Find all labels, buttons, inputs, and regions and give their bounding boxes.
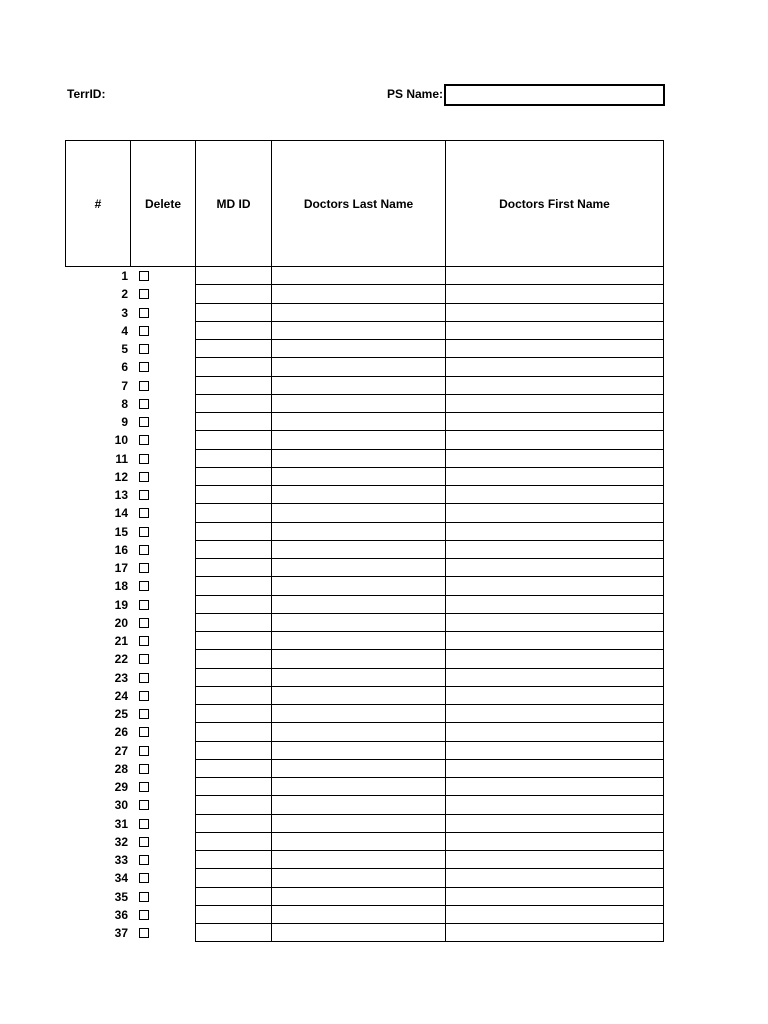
last-name-cell[interactable]	[271, 559, 446, 577]
table-row	[0, 705, 768, 723]
last-name-cell[interactable]	[271, 541, 446, 559]
md-id-cell[interactable]	[195, 851, 272, 869]
column-header-first-name: Doctors First Name	[445, 140, 664, 267]
table-row	[0, 577, 768, 595]
delete-checkbox[interactable]	[139, 800, 149, 810]
terr-id-label: TerrID:	[67, 87, 106, 101]
table-row	[0, 815, 768, 833]
table-row	[0, 924, 768, 942]
md-id-cell[interactable]	[195, 778, 272, 796]
delete-checkbox[interactable]	[139, 873, 149, 883]
first-name-cell[interactable]	[445, 267, 664, 285]
md-id-cell[interactable]	[195, 541, 272, 559]
row-number: 24	[114, 688, 128, 703]
last-name-cell[interactable]	[271, 888, 446, 906]
first-name-cell[interactable]	[445, 523, 664, 541]
delete-checkbox[interactable]	[139, 654, 149, 664]
last-name-cell[interactable]	[271, 486, 446, 504]
first-name-cell[interactable]	[445, 541, 664, 559]
md-id-cell[interactable]	[195, 450, 272, 468]
delete-checkbox[interactable]	[139, 435, 149, 445]
table-row	[0, 468, 768, 486]
row-number: 12	[114, 469, 128, 484]
table-row	[0, 523, 768, 541]
table-row	[0, 504, 768, 522]
md-id-cell[interactable]	[195, 869, 272, 887]
first-name-cell[interactable]	[445, 450, 664, 468]
md-id-cell[interactable]	[195, 596, 272, 614]
delete-checkbox[interactable]	[139, 563, 149, 573]
md-id-cell[interactable]	[195, 705, 272, 723]
first-name-cell[interactable]	[445, 815, 664, 833]
table-row	[0, 413, 768, 431]
last-name-cell[interactable]	[271, 304, 446, 322]
md-id-cell[interactable]	[195, 796, 272, 814]
row-number: 2	[121, 287, 128, 302]
row-number: 28	[114, 761, 128, 776]
last-name-cell[interactable]	[271, 851, 446, 869]
first-name-cell[interactable]	[445, 669, 664, 687]
last-name-cell[interactable]	[271, 650, 446, 668]
md-id-cell[interactable]	[195, 468, 272, 486]
last-name-cell[interactable]	[271, 869, 446, 887]
delete-checkbox[interactable]	[139, 691, 149, 701]
first-name-cell[interactable]	[445, 304, 664, 322]
row-number: 16	[114, 542, 128, 557]
delete-checkbox[interactable]	[139, 600, 149, 610]
first-name-cell[interactable]	[445, 778, 664, 796]
md-id-cell[interactable]	[195, 523, 272, 541]
delete-checkbox[interactable]	[139, 289, 149, 299]
row-number: 25	[114, 707, 128, 721]
delete-checkbox[interactable]	[139, 709, 149, 719]
last-name-cell[interactable]	[271, 577, 446, 595]
table-row	[0, 285, 768, 303]
md-id-cell[interactable]	[195, 559, 272, 577]
last-name-cell[interactable]	[271, 669, 446, 687]
md-id-cell[interactable]	[195, 285, 272, 303]
last-name-cell[interactable]	[271, 504, 446, 522]
row-number: 18	[114, 579, 128, 594]
row-number: 35	[114, 889, 128, 904]
table-row	[0, 742, 768, 760]
first-name-cell[interactable]	[445, 851, 664, 869]
md-id-cell[interactable]	[195, 906, 272, 924]
column-header-md-id: MD ID	[195, 140, 272, 267]
delete-checkbox[interactable]	[139, 819, 149, 829]
table-row	[0, 486, 768, 504]
first-name-cell[interactable]	[445, 924, 664, 942]
first-name-cell[interactable]	[445, 614, 664, 632]
md-id-cell[interactable]	[195, 267, 272, 285]
row-number: 30	[114, 798, 128, 813]
md-id-cell[interactable]	[195, 650, 272, 668]
row-number: 6	[121, 360, 128, 375]
first-name-cell[interactable]	[445, 285, 664, 303]
first-name-cell[interactable]	[445, 596, 664, 614]
md-id-cell[interactable]	[195, 924, 272, 942]
row-number: 1	[121, 269, 128, 283]
table-row	[0, 760, 768, 778]
delete-checkbox[interactable]	[139, 581, 149, 591]
table-row	[0, 723, 768, 741]
table-row	[0, 906, 768, 924]
last-name-cell[interactable]	[271, 340, 446, 358]
md-id-cell[interactable]	[195, 304, 272, 322]
delete-checkbox[interactable]	[139, 782, 149, 792]
delete-checkbox[interactable]	[139, 417, 149, 427]
first-name-cell[interactable]	[445, 395, 664, 413]
row-number: 32	[114, 834, 128, 849]
last-name-cell[interactable]	[271, 815, 446, 833]
last-name-cell[interactable]	[271, 358, 446, 376]
delete-checkbox[interactable]	[139, 362, 149, 372]
row-number: 11	[115, 451, 128, 466]
md-id-cell[interactable]	[195, 833, 272, 851]
table-row	[0, 869, 768, 887]
first-name-cell[interactable]	[445, 577, 664, 595]
delete-checkbox[interactable]	[139, 399, 149, 409]
table-row	[0, 833, 768, 851]
md-id-cell[interactable]	[195, 614, 272, 632]
row-number: 7	[121, 378, 128, 393]
first-name-cell[interactable]	[445, 723, 664, 741]
md-id-cell[interactable]	[195, 687, 272, 705]
delete-checkbox[interactable]	[139, 746, 149, 756]
table-row	[0, 596, 768, 614]
row-number: 22	[114, 652, 128, 667]
md-id-cell[interactable]	[195, 669, 272, 687]
md-id-cell[interactable]	[195, 577, 272, 595]
column-header-last-name: Doctors Last Name	[271, 140, 446, 267]
row-number: 29	[114, 780, 128, 794]
delete-checkbox[interactable]	[139, 618, 149, 628]
column-header-delete: Delete	[130, 140, 196, 267]
table-row	[0, 322, 768, 340]
last-name-cell[interactable]	[271, 431, 446, 449]
row-number: 26	[114, 725, 128, 740]
row-number: 37	[114, 926, 128, 940]
row-number: 20	[114, 615, 128, 630]
first-name-cell[interactable]	[445, 833, 664, 851]
last-name-cell[interactable]	[271, 906, 446, 924]
first-name-cell[interactable]	[445, 796, 664, 814]
row-number: 14	[114, 506, 128, 521]
last-name-cell[interactable]	[271, 760, 446, 778]
table-row	[0, 778, 768, 796]
table-row	[0, 304, 768, 322]
row-number: 8	[121, 396, 128, 411]
ps-name-field[interactable]	[444, 84, 665, 106]
table-row	[0, 851, 768, 869]
first-name-cell[interactable]	[445, 760, 664, 778]
row-number: 15	[114, 524, 128, 539]
md-id-cell[interactable]	[195, 742, 272, 760]
table-row	[0, 340, 768, 358]
md-id-cell[interactable]	[195, 413, 272, 431]
md-id-cell[interactable]	[195, 358, 272, 376]
first-name-cell[interactable]	[445, 431, 664, 449]
last-name-cell[interactable]	[271, 796, 446, 814]
last-name-cell[interactable]	[271, 322, 446, 340]
row-number: 23	[114, 670, 128, 685]
table-row	[0, 669, 768, 687]
row-number: 4	[121, 323, 128, 338]
delete-checkbox[interactable]	[139, 673, 149, 683]
table-row	[0, 687, 768, 705]
row-number: 5	[121, 342, 128, 356]
first-name-cell[interactable]	[445, 468, 664, 486]
md-id-cell[interactable]	[195, 504, 272, 522]
md-id-cell[interactable]	[195, 322, 272, 340]
first-name-cell[interactable]	[445, 413, 664, 431]
first-name-cell[interactable]	[445, 377, 664, 395]
row-number: 3	[121, 305, 128, 320]
delete-checkbox[interactable]	[139, 545, 149, 555]
last-name-cell[interactable]	[271, 523, 446, 541]
table-row	[0, 450, 768, 468]
last-name-cell[interactable]	[271, 450, 446, 468]
table-row	[0, 559, 768, 577]
table-row	[0, 632, 768, 650]
delete-checkbox[interactable]	[139, 454, 149, 464]
delete-checkbox[interactable]	[139, 910, 149, 920]
md-id-cell[interactable]	[195, 377, 272, 395]
md-id-cell[interactable]	[195, 815, 272, 833]
last-name-cell[interactable]	[271, 723, 446, 741]
first-name-cell[interactable]	[445, 486, 664, 504]
last-name-cell[interactable]	[271, 705, 446, 723]
first-name-cell[interactable]	[445, 504, 664, 522]
md-id-cell[interactable]	[195, 395, 272, 413]
last-name-cell[interactable]	[271, 468, 446, 486]
delete-checkbox[interactable]	[139, 326, 149, 336]
row-number: 10	[114, 433, 128, 448]
delete-checkbox[interactable]	[139, 527, 149, 537]
first-name-cell[interactable]	[445, 888, 664, 906]
row-number: 21	[114, 634, 128, 648]
first-name-cell[interactable]	[445, 358, 664, 376]
row-number: 33	[114, 853, 128, 867]
delete-checkbox[interactable]	[139, 381, 149, 391]
first-name-cell[interactable]	[445, 632, 664, 650]
first-name-cell[interactable]	[445, 650, 664, 668]
first-name-cell[interactable]	[445, 742, 664, 760]
table-row	[0, 377, 768, 395]
delete-checkbox[interactable]	[139, 727, 149, 737]
delete-checkbox[interactable]	[139, 928, 149, 938]
row-number: 9	[121, 415, 128, 429]
md-id-cell[interactable]	[195, 888, 272, 906]
table-row	[0, 267, 768, 285]
delete-checkbox[interactable]	[139, 892, 149, 902]
table-row	[0, 541, 768, 559]
row-number: 31	[114, 816, 128, 831]
md-id-cell[interactable]	[195, 340, 272, 358]
last-name-cell[interactable]	[271, 742, 446, 760]
delete-checkbox[interactable]	[139, 855, 149, 865]
first-name-cell[interactable]	[445, 906, 664, 924]
column-header-number: #	[65, 140, 131, 267]
first-name-cell[interactable]	[445, 705, 664, 723]
row-number: 27	[114, 743, 128, 758]
delete-checkbox[interactable]	[139, 490, 149, 500]
doctor-table-body	[0, 267, 768, 942]
row-number: 13	[114, 488, 128, 502]
delete-checkbox[interactable]	[139, 308, 149, 318]
table-row	[0, 431, 768, 449]
last-name-cell[interactable]	[271, 413, 446, 431]
last-name-cell[interactable]	[271, 614, 446, 632]
table-row	[0, 614, 768, 632]
last-name-cell[interactable]	[271, 632, 446, 650]
table-row	[0, 888, 768, 906]
first-name-cell[interactable]	[445, 687, 664, 705]
last-name-cell[interactable]	[271, 778, 446, 796]
delete-checkbox[interactable]	[139, 271, 149, 281]
row-number: 36	[114, 907, 128, 922]
last-name-cell[interactable]	[271, 395, 446, 413]
last-name-cell[interactable]	[271, 285, 446, 303]
first-name-cell[interactable]	[445, 322, 664, 340]
delete-checkbox[interactable]	[139, 764, 149, 774]
md-id-cell[interactable]	[195, 486, 272, 504]
md-id-cell[interactable]	[195, 723, 272, 741]
delete-checkbox[interactable]	[139, 472, 149, 482]
md-id-cell[interactable]	[195, 760, 272, 778]
last-name-cell[interactable]	[271, 833, 446, 851]
table-row	[0, 395, 768, 413]
delete-checkbox[interactable]	[139, 508, 149, 518]
table-row	[0, 796, 768, 814]
delete-checkbox[interactable]	[139, 636, 149, 646]
table-row	[0, 358, 768, 376]
last-name-cell[interactable]	[271, 924, 446, 942]
row-number: 17	[114, 561, 128, 575]
first-name-cell[interactable]	[445, 340, 664, 358]
last-name-cell[interactable]	[271, 377, 446, 395]
md-id-cell[interactable]	[195, 632, 272, 650]
delete-checkbox[interactable]	[139, 837, 149, 847]
first-name-cell[interactable]	[445, 559, 664, 577]
row-number: 34	[114, 871, 128, 886]
delete-checkbox[interactable]	[139, 344, 149, 354]
last-name-cell[interactable]	[271, 596, 446, 614]
ps-name-label: PS Name:	[387, 87, 444, 101]
row-number: 19	[114, 597, 128, 612]
last-name-cell[interactable]	[271, 267, 446, 285]
table-row	[0, 650, 768, 668]
first-name-cell[interactable]	[445, 869, 664, 887]
md-id-cell[interactable]	[195, 431, 272, 449]
last-name-cell[interactable]	[271, 687, 446, 705]
